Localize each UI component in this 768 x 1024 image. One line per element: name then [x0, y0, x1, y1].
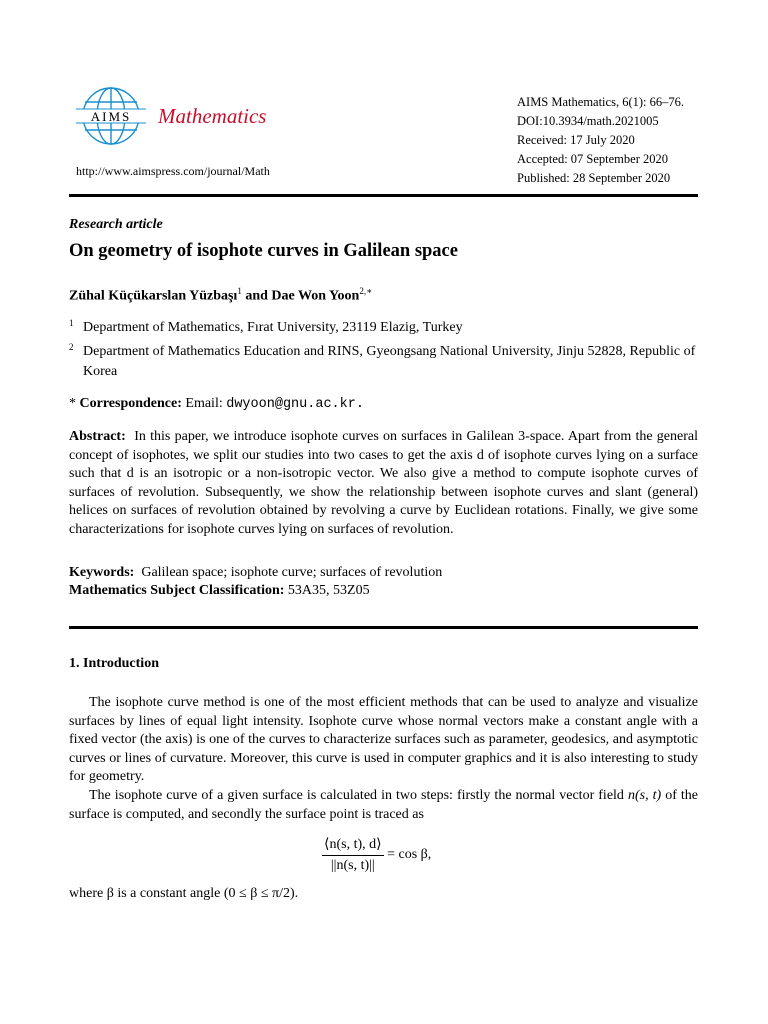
- formula-explanation: where β is a constant angle (0 ≤ β ≤ π/2).: [69, 886, 299, 901]
- isophote-equation: [322, 836, 431, 874]
- accepted-date: Accepted: 07 September 2020: [517, 152, 668, 166]
- header-rule: [69, 194, 698, 197]
- aims-logo: [76, 85, 146, 147]
- keywords-label: Keywords:: [69, 565, 135, 580]
- affiliation-number: 2: [69, 342, 74, 352]
- author-name: Dae Won Yoon: [271, 288, 360, 304]
- doi[interactable]: DOI:10.3934/math.2021005: [517, 114, 659, 128]
- keywords: [69, 565, 442, 581]
- abstract-rule: [69, 626, 698, 629]
- affiliation: [69, 318, 703, 338]
- equation-rhs: = cos β,: [383, 847, 432, 863]
- correspondence-label: Correspondence:: [79, 396, 182, 411]
- fraction-denominator: ||n(s, t)||: [330, 858, 375, 873]
- correspondence-mark: *: [69, 396, 76, 411]
- published-date: Published: 28 September 2020: [517, 171, 671, 185]
- journal-url[interactable]: http://www.aimspress.com/journal/Math: [76, 164, 270, 178]
- abstract: [69, 428, 698, 540]
- affiliation-number: 1: [69, 318, 74, 328]
- correspondence-prefix: Email:: [185, 396, 227, 411]
- author-affil-mark: 2,∗: [359, 286, 373, 296]
- correspondence: [69, 396, 364, 412]
- citation: AIMS Mathematics, 6(1): 66–76.: [517, 95, 684, 109]
- article-type: Research article: [69, 217, 163, 232]
- affiliation: [69, 342, 703, 382]
- abstract-text: In this paper, we introduce isophote curves on surfaces in Galilean 3-space. Apart from the general concept of isophotes, we split our studies into two cases to get the axis d of isophote curves lying on a surface such that d is an isotropic or a non-isotropic vector. We also give a method to compute isophote curves of surfaces of revolution. Subsequently, we show the relationship between isophote curves and slant (general) helices on surfaces of revolution obtained by revolving a curve by Euclidean rotations. Finally, we give some characterizations for isophote curves lying on surfaces of revolution.: [69, 429, 698, 537]
- msc-label: Mathematics Subject Classification:: [69, 583, 285, 598]
- article-title: On geometry of isophote curves in Galilean space: [69, 241, 458, 261]
- msc-text: 53A35, 53Z05: [287, 583, 370, 598]
- msc-classification: [69, 583, 370, 599]
- correspondence-email[interactable]: dwyoon@gnu.ac.kr.: [226, 397, 364, 412]
- received-date: Received: 17 July 2020: [517, 133, 635, 147]
- abstract-label: Abstract:: [69, 429, 126, 444]
- math-inline: n(s, t): [627, 788, 662, 803]
- section-heading: 1. Introduction: [69, 656, 159, 671]
- fraction-numerator: ⟨n(s, t), d⟩: [322, 836, 384, 856]
- aims-logo-text: AIMS: [90, 109, 132, 124]
- intro-paragraph: [69, 787, 698, 824]
- paragraph-text: of the surface is computed, and secondly the surface point is traced as: [69, 788, 698, 822]
- intro-paragraph: The isophote curve method is one of the most efficient methods that can be used to analyze and visualize surfaces by lines of equal light intensity. Isophote curve whose normal vectors make a constant angle with a fixed vector (the axis) is one of the curves to characterize surfaces such as parameter, geodesics, and asymptotic curves or lines of curvature. Moreover, this curve is used in computer graphics and it is also interesting to study for geometry.: [69, 695, 698, 785]
- keywords-text: Galilean space; isophote curve; surfaces of revolution: [141, 565, 443, 580]
- journal-name: Mathematics: [158, 104, 267, 128]
- author-list: [69, 286, 372, 305]
- affiliation-text: Department of Mathematics, Fırat University, 23119 Elazig, Turkey: [83, 320, 463, 335]
- paragraph-text: The isophote curve of a given surface is calculated in two steps: firstly the normal vector field: [89, 788, 628, 803]
- equation-fraction: [322, 836, 384, 874]
- author-name: Zühal Küçükarslan Yüzbaşı: [69, 288, 238, 304]
- author-affil-mark: 1: [237, 286, 242, 296]
- authors-joiner: and: [241, 288, 272, 304]
- affiliation-text: Department of Mathematics Education and RINS, Gyeongsang National University, Jinju 52828, Republic of Korea: [83, 344, 696, 379]
- publication-meta: [517, 93, 684, 188]
